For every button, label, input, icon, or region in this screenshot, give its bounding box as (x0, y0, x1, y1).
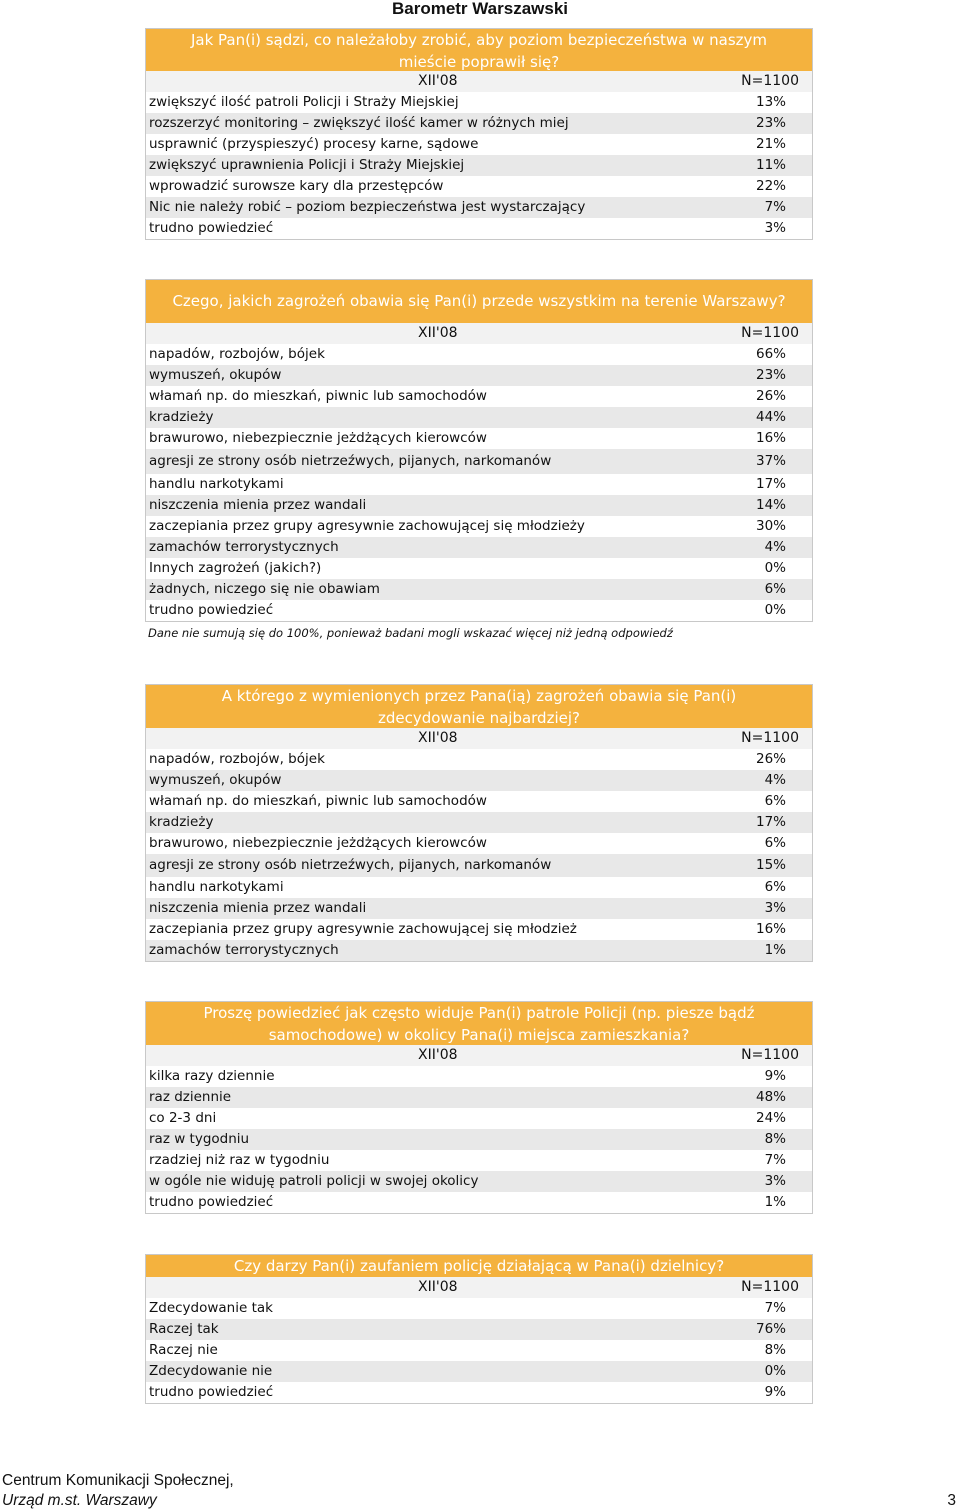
row-value: 11% (755, 157, 786, 173)
question-title: Jak Pan(i) sądzi, co należałoby zrobić, aby poziom bezpieczeństwa w naszym mieście poprawił się? (146, 29, 812, 71)
row-value: 17% (755, 814, 786, 830)
row-label: zamachów terrorystycznych (149, 942, 339, 958)
table-row (146, 407, 812, 428)
row-label: w ogóle nie widuję patroli policji w swojej okolicy (149, 1173, 479, 1189)
table-row (146, 854, 812, 877)
table-row (146, 113, 812, 134)
page-number: 3 (947, 1492, 956, 1509)
row-value: 1% (764, 942, 786, 958)
row-label: trudno powiedzieć (149, 220, 274, 236)
table-row (146, 344, 812, 365)
table-row (146, 1171, 812, 1192)
row-label: włamań np. do mieszkań, piwnic lub samochodów (149, 793, 487, 809)
table-row (146, 877, 812, 898)
row-value: 7% (764, 1300, 786, 1316)
row-label: Nic nie należy robić – poziom bezpieczeństwa jest wystarczający (149, 199, 586, 215)
row-label: handlu narkotykami (149, 879, 284, 895)
question-title: Czego, jakich zagrożeń obawia się Pan(i) przede wszystkim na terenie Warszawy? (146, 280, 812, 323)
row-value: 7% (764, 1152, 786, 1168)
row-value: 6% (764, 835, 786, 851)
row-value: 22% (755, 178, 786, 194)
row-value: 3% (764, 220, 786, 236)
table-row (146, 134, 812, 155)
footer-office: Urząd m.st. Warszawy (2, 1492, 157, 1509)
row-value: 37% (755, 453, 786, 469)
wave-label: XII'08 (418, 1279, 458, 1295)
row-label: Raczej nie (149, 1342, 218, 1358)
page-title: Barometr Warszawski (391, 0, 569, 18)
row-value: 1% (764, 1194, 786, 1210)
table-row (146, 1066, 812, 1087)
row-label: zwiększyć ilość patroli Policji i Straży Miejskiej (149, 94, 459, 110)
row-value: 4% (764, 539, 786, 555)
row-label: kilka razy dziennie (149, 1068, 275, 1084)
row-label: niszczenia mienia przez wandali (149, 900, 367, 916)
row-label: brawurowo, niebezpiecznie jeżdżących kierowców (149, 430, 487, 446)
row-label: agresji ze strony osób nietrzeźwych, pijanych, narkomanów (149, 453, 552, 469)
row-value: 8% (764, 1342, 786, 1358)
row-value: 0% (764, 1363, 786, 1379)
table-row (146, 1382, 812, 1403)
row-value: 6% (764, 879, 786, 895)
row-value: 16% (755, 921, 786, 937)
row-label: kradzieży (149, 409, 214, 425)
table-row (146, 474, 812, 495)
row-label: raz dziennie (149, 1089, 232, 1105)
row-label: trudno powiedzieć (149, 1384, 274, 1400)
question-title: Proszę powiedzieć jak często widuje Pan(i) patrole Policji (np. piesze bądź samochodowe) w okolicy Pana(i) miejsca zamieszkania? (146, 1002, 812, 1045)
footnote: Dane nie sumują się do 100%, ponieważ badani mogli wskazać więcej niż jedną odpowiedź (148, 626, 673, 640)
table-row (146, 1129, 812, 1150)
sample-size: N=1100 (741, 1047, 799, 1063)
row-value: 15% (755, 857, 786, 873)
question-block-4 (145, 1001, 813, 1214)
table-row (146, 1361, 812, 1382)
table-row (146, 898, 812, 919)
row-value: 9% (764, 1384, 786, 1400)
row-value: 30% (755, 518, 786, 534)
row-label: trudno powiedzieć (149, 1194, 274, 1210)
table-header (146, 323, 812, 344)
row-label: napadów, rozbojów, bójek (149, 346, 325, 362)
question-block-2 (145, 279, 813, 622)
table-row (146, 537, 812, 558)
row-label: co 2-3 dni (149, 1110, 217, 1126)
table-row (146, 1340, 812, 1361)
table-row (146, 940, 812, 961)
row-label: rozszerzyć monitoring – zwiększyć ilość kamer w różnych miej (149, 115, 569, 131)
row-value: 17% (755, 476, 786, 492)
row-value: 48% (755, 1089, 786, 1105)
table-row (146, 495, 812, 516)
row-label: włamań np. do mieszkań, piwnic lub samochodów (149, 388, 487, 404)
table-row (146, 1192, 812, 1213)
row-value: 8% (764, 1131, 786, 1147)
row-label: raz w tygodniu (149, 1131, 250, 1147)
row-label: niszczenia mienia przez wandali (149, 497, 367, 513)
table-row (146, 1087, 812, 1108)
table-row (146, 600, 812, 621)
sample-size: N=1100 (741, 730, 799, 746)
sample-size: N=1100 (741, 325, 799, 341)
row-value: 3% (764, 1173, 786, 1189)
wave-label: XII'08 (418, 325, 458, 341)
row-label: Zdecydowanie nie (149, 1363, 273, 1379)
row-label: kradzieży (149, 814, 214, 830)
table-header (146, 728, 812, 749)
row-label: usprawnić (przyspieszyć) procesy karne, sądowe (149, 136, 479, 152)
row-value: 3% (764, 900, 786, 916)
footer-organization: Centrum Komunikacji Społecznej, (2, 1472, 234, 1489)
table-row (146, 516, 812, 537)
row-label: żadnych, niczego się nie obawiam (149, 581, 380, 597)
row-label: napadów, rozbojów, bójek (149, 751, 325, 767)
row-value: 23% (755, 367, 786, 383)
row-value: 44% (755, 409, 786, 425)
question-title: Czy darzy Pan(i) zaufaniem policję działającą w Pana(i) dzielnicy? (146, 1255, 812, 1277)
row-value: 24% (755, 1110, 786, 1126)
table-row (146, 428, 812, 449)
table-row (146, 833, 812, 854)
row-value: 0% (764, 602, 786, 618)
table-row (146, 365, 812, 386)
row-value: 26% (755, 751, 786, 767)
row-label: zaczepiania przez grupy agresywnie zachowującej się młodzieży (149, 518, 585, 534)
table-row (146, 812, 812, 833)
table-row (146, 218, 812, 239)
table-row (146, 1298, 812, 1319)
table-row (146, 176, 812, 197)
wave-label: XII'08 (418, 1047, 458, 1063)
question-block-1 (145, 28, 813, 240)
row-label: agresji ze strony osób nietrzeźwych, pijanych, narkomanów (149, 857, 552, 873)
row-label: Raczej tak (149, 1321, 219, 1337)
row-value: 4% (764, 772, 786, 788)
table-header (146, 1045, 812, 1066)
table-header (146, 71, 812, 92)
table-header (146, 1277, 812, 1298)
row-label: handlu narkotykami (149, 476, 284, 492)
row-value: 76% (755, 1321, 786, 1337)
row-value: 21% (755, 136, 786, 152)
table-row (146, 919, 812, 940)
wave-label: XII'08 (418, 73, 458, 89)
sample-size: N=1100 (741, 73, 799, 89)
row-label: trudno powiedzieć (149, 602, 274, 618)
row-label: Zdecydowanie tak (149, 1300, 273, 1316)
row-label: zamachów terrorystycznych (149, 539, 339, 555)
table-row (146, 1319, 812, 1340)
table-row (146, 386, 812, 407)
row-label: zaczepiania przez grupy agresywnie zachowującej się młodzież (149, 921, 577, 937)
sample-size: N=1100 (741, 1279, 799, 1295)
table-row (146, 1108, 812, 1129)
wave-label: XII'08 (418, 730, 458, 746)
row-value: 23% (755, 115, 786, 131)
table-row (146, 197, 812, 218)
row-value: 13% (755, 94, 786, 110)
table-row (146, 770, 812, 791)
table-row (146, 92, 812, 113)
table-row (146, 749, 812, 770)
table-row (146, 791, 812, 812)
row-label: rzadziej niż raz w tygodniu (149, 1152, 330, 1168)
row-label: brawurowo, niebezpiecznie jeżdżących kierowców (149, 835, 487, 851)
question-block-3 (145, 684, 813, 962)
table-row (146, 558, 812, 579)
question-block-5 (145, 1254, 813, 1404)
row-value: 6% (764, 793, 786, 809)
row-value: 6% (764, 581, 786, 597)
row-label: wymuszeń, okupów (149, 772, 282, 788)
row-label: wprowadzić surowsze kary dla przestępców (149, 178, 444, 194)
table-row (146, 579, 812, 600)
row-value: 66% (755, 346, 786, 362)
table-row (146, 1150, 812, 1171)
row-label: wymuszeń, okupów (149, 367, 282, 383)
row-value: 0% (764, 560, 786, 576)
row-value: 7% (764, 199, 786, 215)
row-value: 16% (755, 430, 786, 446)
row-label: Innych zagrożeń (jakich?) (149, 560, 322, 576)
table-row (146, 155, 812, 176)
table-row (146, 449, 812, 474)
row-label: zwiększyć uprawnienia Policji i Straży Miejskiej (149, 157, 465, 173)
row-value: 26% (755, 388, 786, 404)
row-value: 9% (764, 1068, 786, 1084)
question-title: A którego z wymienionych przez Pana(ią) zagrożeń obawia się Pan(i) zdecydowanie najbardziej? (146, 685, 812, 728)
row-value: 14% (755, 497, 786, 513)
